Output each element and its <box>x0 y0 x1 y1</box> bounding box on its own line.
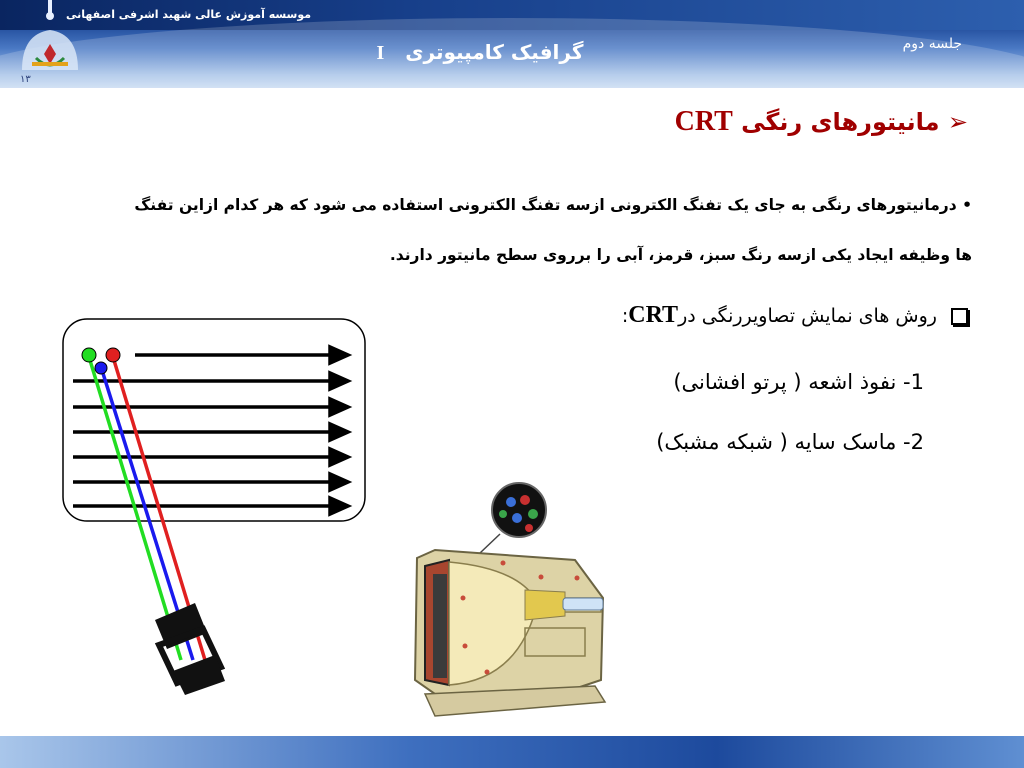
session-label: جلسه دوم <box>902 36 962 52</box>
method-item-1: 1- نفوذ اشعه ( پرتو افشانی) <box>673 370 924 394</box>
slide-footer <box>0 736 1024 768</box>
blue-dot <box>95 362 107 374</box>
slide-header <box>0 0 1024 88</box>
slide-title-numeral: I <box>376 42 385 64</box>
green-dot <box>82 348 96 362</box>
methods-heading-crt: CRT <box>628 302 679 328</box>
method-item-2: 2- ماسک سایه ( شبکه مشبک) <box>656 430 924 454</box>
red-dot <box>106 348 120 362</box>
arrow-bullet-icon: ➢ <box>947 108 968 136</box>
methods-heading-text: روش های نمایش تصاویررنگی در <box>678 305 937 327</box>
methods-heading <box>622 302 968 329</box>
bullet-dot: • <box>962 196 972 214</box>
svg-text:۱۳: ۱۳ <box>20 74 31 85</box>
checkbox-bullet-icon <box>951 308 968 325</box>
paragraph-line-2: ها وظیفه ایجاد یکی ازسه رنگ سبز، قرمز، آبی را برروی سطح مانیتور دارند. <box>389 246 972 264</box>
crt-monitor-cutaway-diagram <box>405 480 620 720</box>
bullet-paragraph <box>40 180 972 280</box>
slide-title-text: گرافیک کامپیوتری <box>405 40 584 64</box>
section-heading <box>675 106 968 138</box>
electron-gun-raster-diagram <box>55 315 375 695</box>
monitor-housing <box>415 550 605 716</box>
heading-text: مانیتورهای رنگی <box>741 108 940 136</box>
heading-crt: CRT <box>674 106 733 137</box>
slide-title <box>330 40 630 65</box>
methods-heading-suffix: : <box>621 305 629 327</box>
paragraph-line-1: درمانیتورهای رنگی به جای یک تفنگ الکترونی ازسه تفنگ الکترونی استفاده می شود که هر کدام ازاین تفنگ <box>134 196 957 214</box>
institute-name: موسسه آموزش عالی شهید اشرفی اصفهانی <box>66 8 312 21</box>
